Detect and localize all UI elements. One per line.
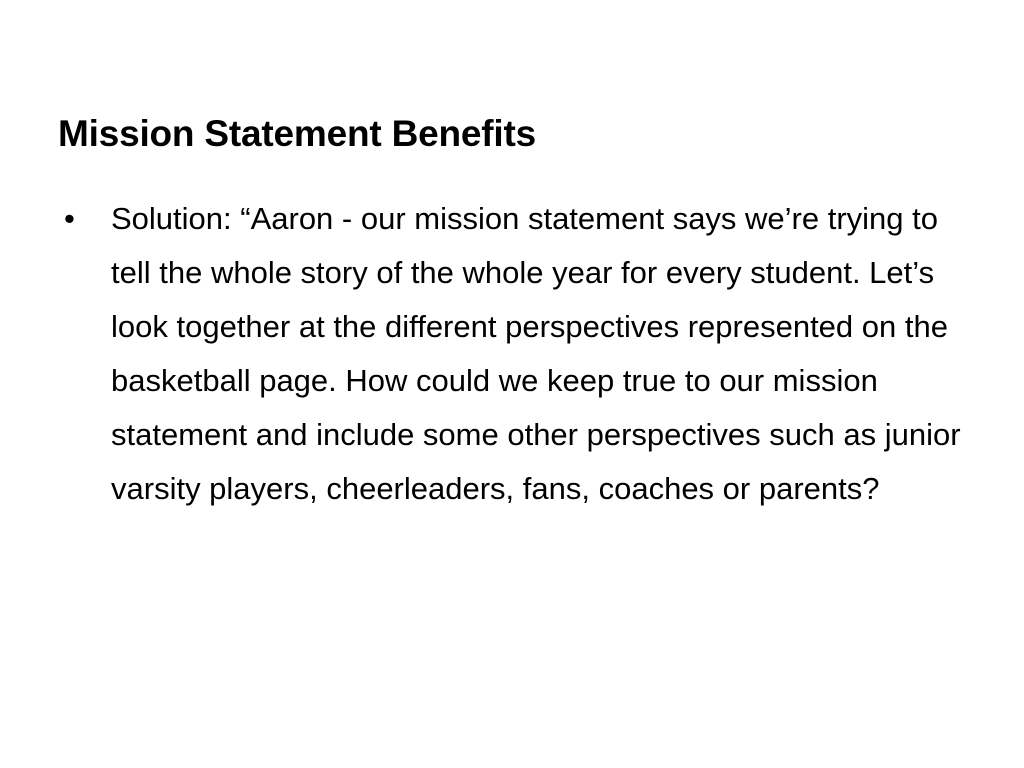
list-item [58, 192, 973, 516]
bullet-marker-icon: • [64, 201, 75, 236]
list-item-text: Solution: “Aaron - our mission statement says we’re trying to tell the whole story of the whole year for every student. Let’s look together at the different perspectives represented on the basketball page. How could we keep true to our mission statement and include some other perspectives such as junior varsity players, cheerleaders, fans, coaches or parents? [111, 201, 961, 506]
page-title: Mission Statement Benefits [58, 112, 536, 154]
slide-body [58, 192, 973, 516]
